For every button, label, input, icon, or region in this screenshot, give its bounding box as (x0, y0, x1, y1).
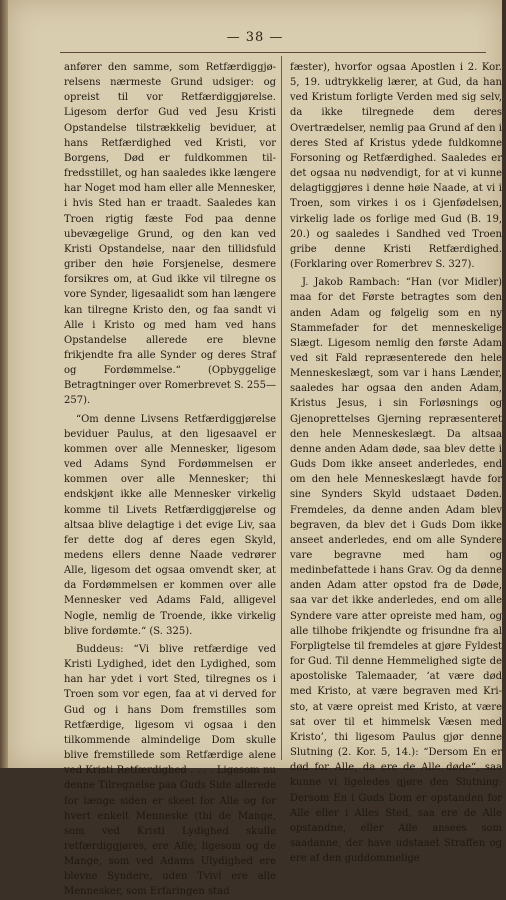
paragraph: “Om denne Livsens Retfærdiggjørelse beviduer Paulus, at den ligesaavel er kommen over alle Mennesker, ligesom ved Adams Synd Fordømmelsen er kommen over alle Mennesker; thi endskjønt ikke alle Mennesker virkelig komme til Livets Retfærdiggjørelse og altsaa blive delagtige i det evige Liv, saa fer dette dog af deres egen Skyld, medens ellers denne Naade vedrører Alle, ligesom det ogsaa omvendt sker, at da Fordømmelsen er kommen over alle Mennesker ved Adams Fald, alligevel Nogle, nemlig de Troende, ikke virkelig blive fordømte.“ (S. 325). (64, 413, 276, 637)
paragraph: fæster), hvorfor ogsaa Apostlen i 2. Kor. 5, 19. udtrykkelig lærer, at Gud, da han ved Kristum forligte Verden med sig selv, da ikke tilregnede dem deres Overtrædelser, nemlig paa Grund af den i deres Sted af Kristus ydede fuldkomne Forsoning og Retfærdighed. Saaledes er det ogsaa nu nødvendigt, for at vi kunne delagtiggjøres i denne høie Naade, at vi i Troen, som virkes i os i Gjenfødelsen, virkelig lade os forlige med Gud (B. 19, 20.) og saaledes i Sandhed ved Troen gribe denne Kristi Retfærdighed. (Forklaring over Romerbrev S. 327). (290, 62, 502, 271)
right-column (290, 60, 502, 866)
page-number: — 38 — (226, 30, 284, 45)
paragraph: Buddeus: “Vi blive retfærdige ved Kristi Lydighed, idet den Lydighed, som han har ydet i vort Sted, tilregnes os i Troen som vor egen, faa at vi derved for Gud og i hans Dom fremstilles som Retfærdige, ligesom vi ogsaa i den tilkommende almindelige Dom skulle blive fremstillede som Retfærdige alene ved Kristi Retfærdighed . . . . Ligesom nu denne Tilregnelse paa Guds Side allerede for længe siden er skeet for Alle og for hvert enkelt Menneske (thi de Mange, som ved Kristi Lydighed skulle retfærdiggjøres, ere Alle; ligesom og de Mange, som ved Adams Ulydighed ere blevne Syndere, uden Tvivl ere alle Mennesker, som Erfaringen stad (64, 643, 276, 898)
column-divider (281, 56, 282, 760)
header-rule (60, 52, 486, 53)
paragraph: J. Jakob Rambach: “Han (vor Midler) maa for det Første betragtes som den anden Adam og følgelig som en ny Stammefader for det menneskelige Slægt. Ligesom nemlig den første Adam ved sit Fald repræsenterede den hele Menneskeslægt, som var i hans Lænder, saaledes har ogsaa den anden Adam, Kristus Jesus, i sin Forløsnings og Gjenoprettelses Gjerning repræsenteret den hele Menneskeslægt. Da altsaa denne anden Adam døde, saa blev dette i Guds Dom ikke anseet anderledes, end om den hele Menneskeslægt havde for sine Synders Skyld udstaaet Døden. Fremdeles, da denne anden Adam blev begraven, da blev det i Guds Dom ikke anseet anderledes, end om alle Syndere vare begravne med ham og medinbefattede i hans Grav. Og da denne anden Adam atter opstod fra de Døde, saa var det ikke anderledes, end om alle Syndere vare atter opreiste med ham, og alle tilhobe frikjendte og frisundne fra al Forpligtelse til fremdeles at gjøre Fyldest for Gud. Til denne Hemmelighed sigte de apostoliske Talemaader, ‘at være død med Kristo, at være begraven med Kristo, at være opreist med Kristo, at være sat over til et himmelsk Væsen med Kristo’, thi ligesom Paulus gjør denne Slutning (2. Kor. 5, 14.): “Dersom En er død for Alle, da ere de Alle døde“, saa kunne vi ligeledes gjøre den Slutning: Dersom En i Guds Dom er opstanden for Alle eller i Alles Sted, saa ere de Alle opstandne, eller Alle ansees som saadanne, der have udstaaet Straffen og ere af den guddommelige (290, 277, 502, 865)
left-column (64, 60, 276, 900)
book-page (8, 0, 502, 898)
paragraph: anfører den samme, som Retfærdiggjørelsens nærmeste Grund udsiger: og opreist til vor Retfærdiggjørelse. Ligesom derfor Gud ved Jesu Kristi Opstandelse tilstrækkelig beviduer, at hans Retfærdighed ved Kristi, vor Borgens, Død er fuldkommen tilfredsstillet, og han saaledes ikke længere har Noget mod ham eller alle Mennesker, i hvis Sted han er traadt. Saaledes kan Troen rigtig fæste Fod paa denne ubevægelige Grund, og den kan ved Kristi Opstandelse, naar den tillidsfuld griber den høie Forsjenelse, desmere forsikres om, at Gud ikke vil tilregne os vore Synder, ligesaalidt som han længere kan tilregne Kristo den, og faa sandt vi Alle i Kristo og med ham ved hans Opstandelse allerede ere blevne frikjendte fra alle Synder og deres Straf og Fordømmelse.“ (Opbyggelige Betragtninger over Romerbrevet S. 255—257). (64, 62, 276, 407)
